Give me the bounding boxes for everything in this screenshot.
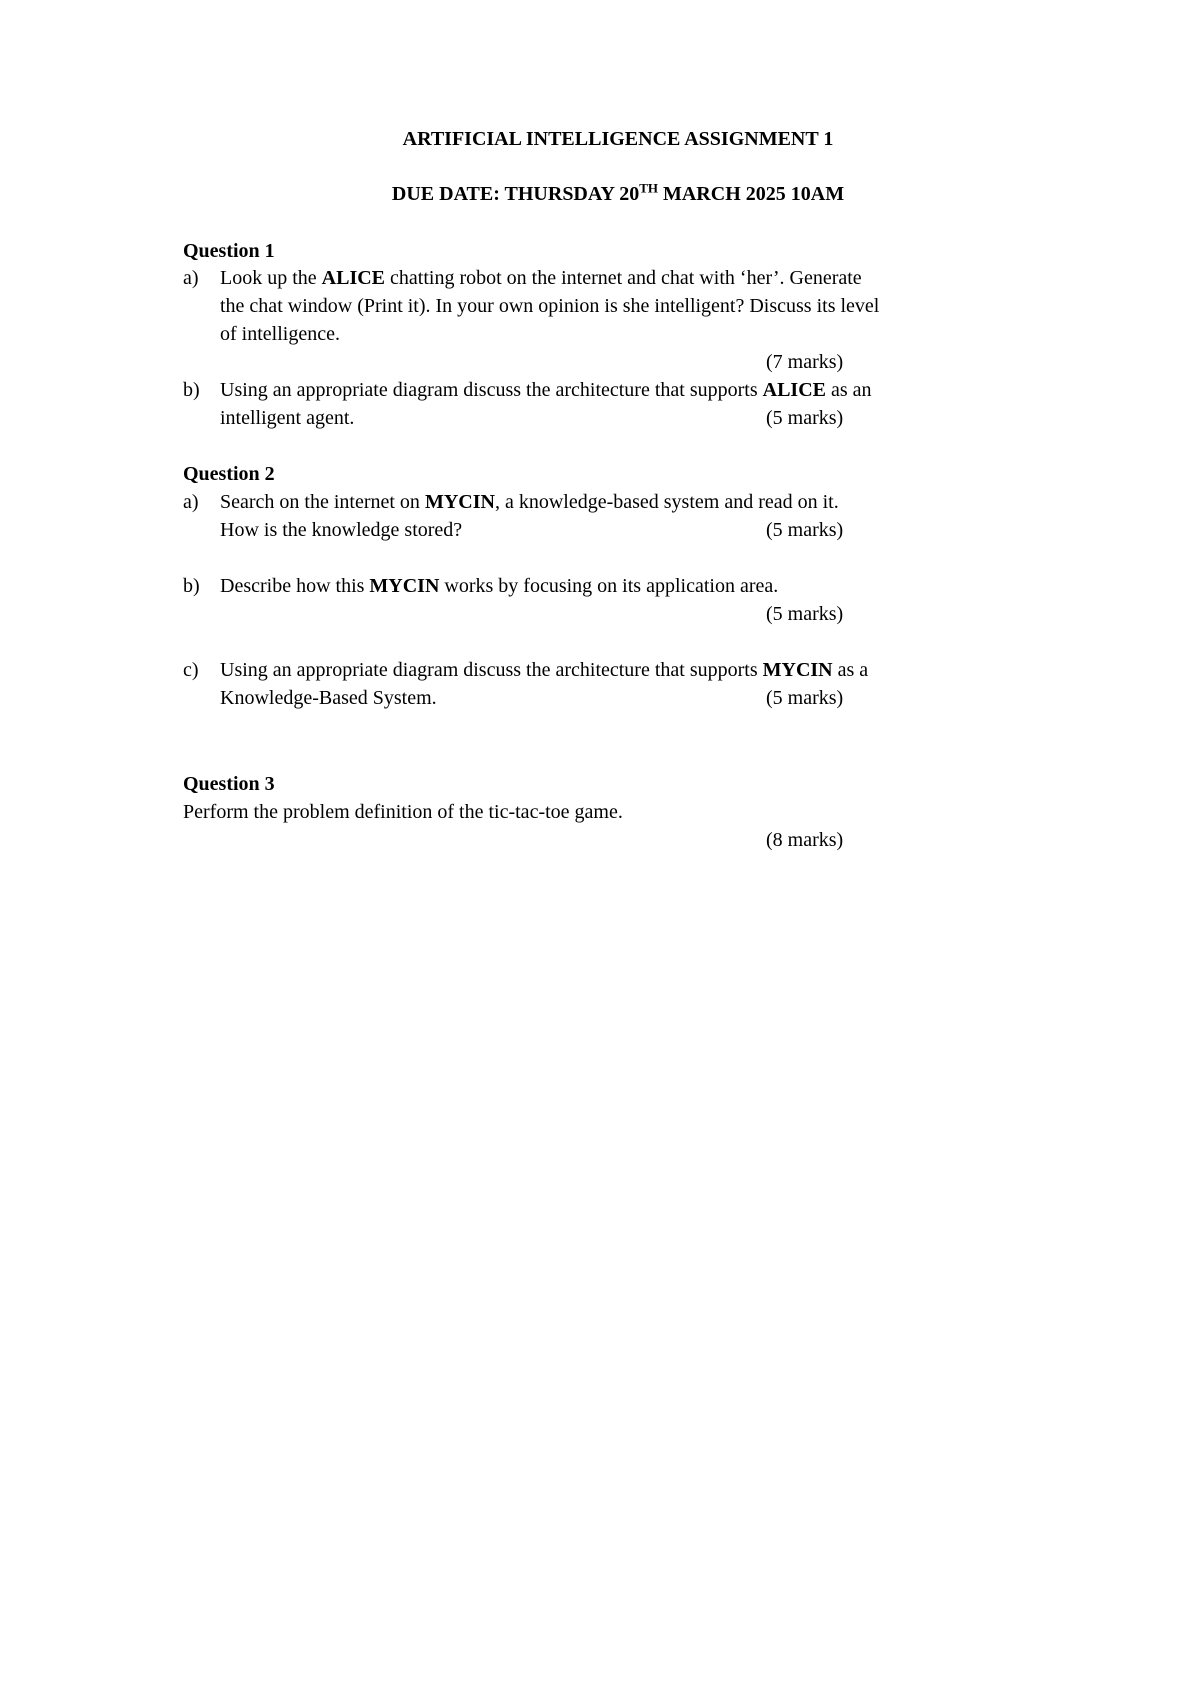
q2-a-letter: a) — [183, 491, 199, 513]
q2-c-letter: c) — [183, 659, 199, 681]
q1-b-line-2: intelligent agent. — [220, 407, 355, 429]
question-2-heading: Question 2 — [183, 463, 275, 485]
due-date — [0, 180, 1200, 208]
q1-b-marks: (5 marks) — [766, 407, 844, 429]
q3-line-1: Perform the problem definition of the tic-tac-toe game. — [183, 801, 623, 823]
q2-b-letter: b) — [183, 575, 200, 597]
due-date-prefix: DUE DATE: THURSDAY 20 — [391, 183, 640, 205]
q1-a-line-1: Look up the ALICE chatting robot on the internet and chat with ‘her’. Generate — [220, 267, 862, 289]
q2-a-line-2: How is the knowledge stored? — [220, 519, 463, 541]
question-1-heading: Question 1 — [183, 240, 275, 262]
q3-marks: (8 marks) — [766, 829, 844, 851]
q2-c-line-1: Using an appropriate diagram discuss the architecture that supports MYCIN as a — [220, 659, 869, 681]
q2-b-line-1: Describe how this MYCIN works by focusing on its application area. — [220, 575, 779, 597]
q2-c-marks: (5 marks) — [766, 687, 844, 709]
question-3-heading: Question 3 — [183, 773, 275, 795]
q1-a-line-2: the chat window (Print it). In your own opinion is she intelligent? Discuss its level — [220, 295, 880, 317]
q1-a-letter: a) — [183, 267, 199, 289]
assignment-title: ARTIFICIAL INTELLIGENCE ASSIGNMENT 1 — [402, 128, 834, 150]
alice-term: ALICE — [762, 379, 826, 401]
q1-a-marks: (7 marks) — [766, 351, 844, 373]
due-date-suffix: MARCH 2025 10AM — [657, 183, 845, 205]
q1-a-line-3: of intelligence. — [220, 323, 340, 345]
q2-a-line-1: Search on the internet on MYCIN, a knowledge-based system and read on it. — [220, 491, 839, 513]
q2-c-line-2: Knowledge-Based System. — [220, 687, 437, 709]
mycin-term: MYCIN — [424, 491, 495, 513]
q2-b-marks: (5 marks) — [766, 603, 844, 625]
mycin-term: MYCIN — [762, 659, 833, 681]
alice-term: ALICE — [321, 267, 386, 289]
q1-b-letter: b) — [183, 379, 200, 401]
q1-b-line-1: Using an appropriate diagram discuss the architecture that supports ALICE as an — [220, 379, 872, 401]
mycin-term: MYCIN — [369, 575, 440, 597]
due-date-superscript: TH — [639, 180, 658, 196]
q2-a-marks: (5 marks) — [766, 519, 844, 541]
